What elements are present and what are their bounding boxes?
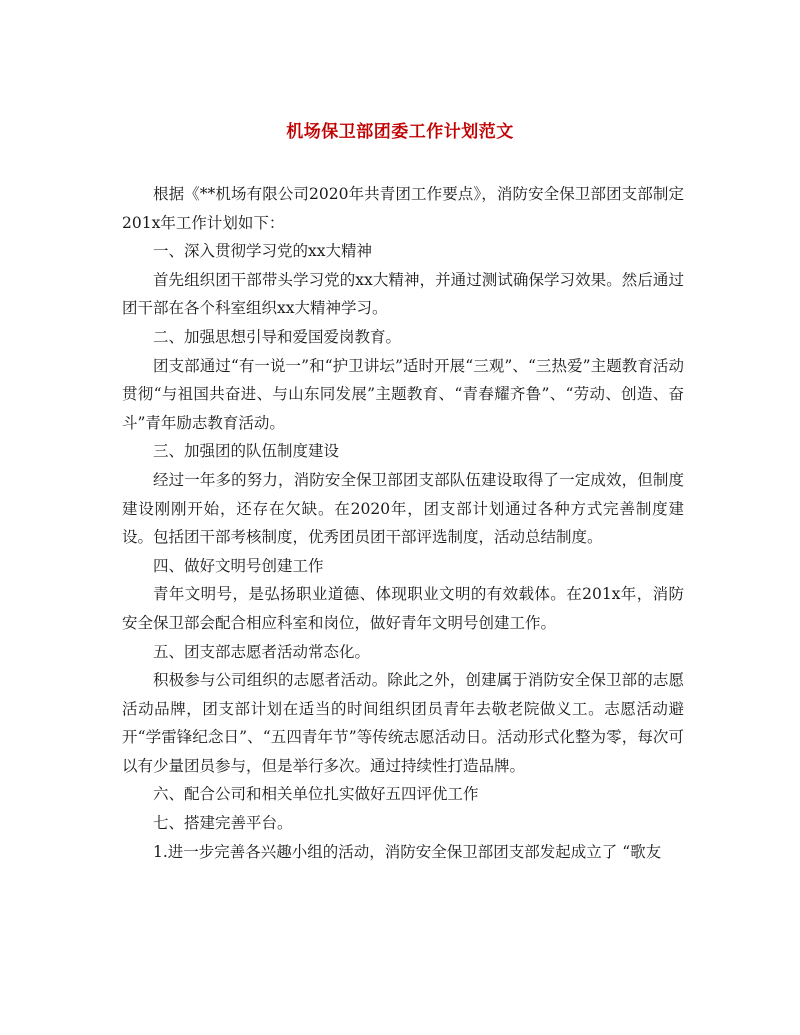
- paragraph-section-4: 青年文明号，是弘扬职业道德、体现职业文明的有效载体。在201x年，消防安全保卫部会配合相应科室和岗位，做好青年文明号创建工作。: [122, 585, 684, 632]
- paragraph-section-1: 首先组织团干部带头学习党的xx大精神，并通过测试确保学习效果。然后通过团干部在各个科室组织xx大精神学习。: [122, 270, 684, 318]
- paragraph-section-5: 积极参与公司组织的志愿者活动。除此之外，创建属于消防安全保卫部的志愿活动品牌，团支部计划在适当的时间组织团员青年去敬老院做义工。志愿活动避开“学雷锋纪念日”、“五四青年节”等传统志愿活动日。活动形式化整为零，每次可以有少量团员参与，但是举行多次。通过持续性打造品牌。: [122, 671, 684, 775]
- paragraph-section-7-item-1: 1.进一步完善各兴趣小组的活动，消防安全保卫部团支部发起成立了 “歌友: [153, 842, 662, 861]
- section-heading-6: 六、配合公司和相关单位扎实做好五四评优工作: [153, 785, 479, 804]
- paragraph-section-3: 经过一年多的努力，消防安全保卫部团支部队伍建设取得了一定成效，但制度建设刚刚开始，还存在欠缺。在2020年，团支部计划通过各种方式完善制度建设。包括团干部考核制度，优秀团员团干部评选制度，活动总结制度。: [122, 470, 684, 547]
- section-heading-3: 三、加强团的队伍制度建设: [153, 442, 340, 461]
- document-body: [122, 180, 684, 866]
- document-title: 机场保卫部团委工作计划范文: [286, 122, 514, 142]
- section-heading-5: 五、团支部志愿者活动常态化。: [153, 642, 371, 661]
- section-heading-4: 四、做好文明号创建工作: [153, 556, 324, 575]
- section-heading-2: 二、加强思想引导和爱国爱岗教育。: [153, 327, 402, 346]
- section-heading-7: 七、搭建完善平台。: [153, 814, 293, 833]
- paragraph-section-2: 团支部通过“有一说一”和“护卫讲坛”适时开展“三观”、“三热爱”主题教育活动贯彻“与祖国共奋进、与山东同发展”主题教育、“青春耀齐鲁”、“劳动、创造、奋斗”青年励志教育活动。: [122, 356, 684, 432]
- section-heading-1: 一、深入贯彻学习党的xx大精神: [153, 242, 372, 261]
- paragraph-intro: 根据《**机场有限公司2020年共青团工作要点》，消防安全保卫部团支部制定201x年工作计划如下：: [122, 185, 684, 232]
